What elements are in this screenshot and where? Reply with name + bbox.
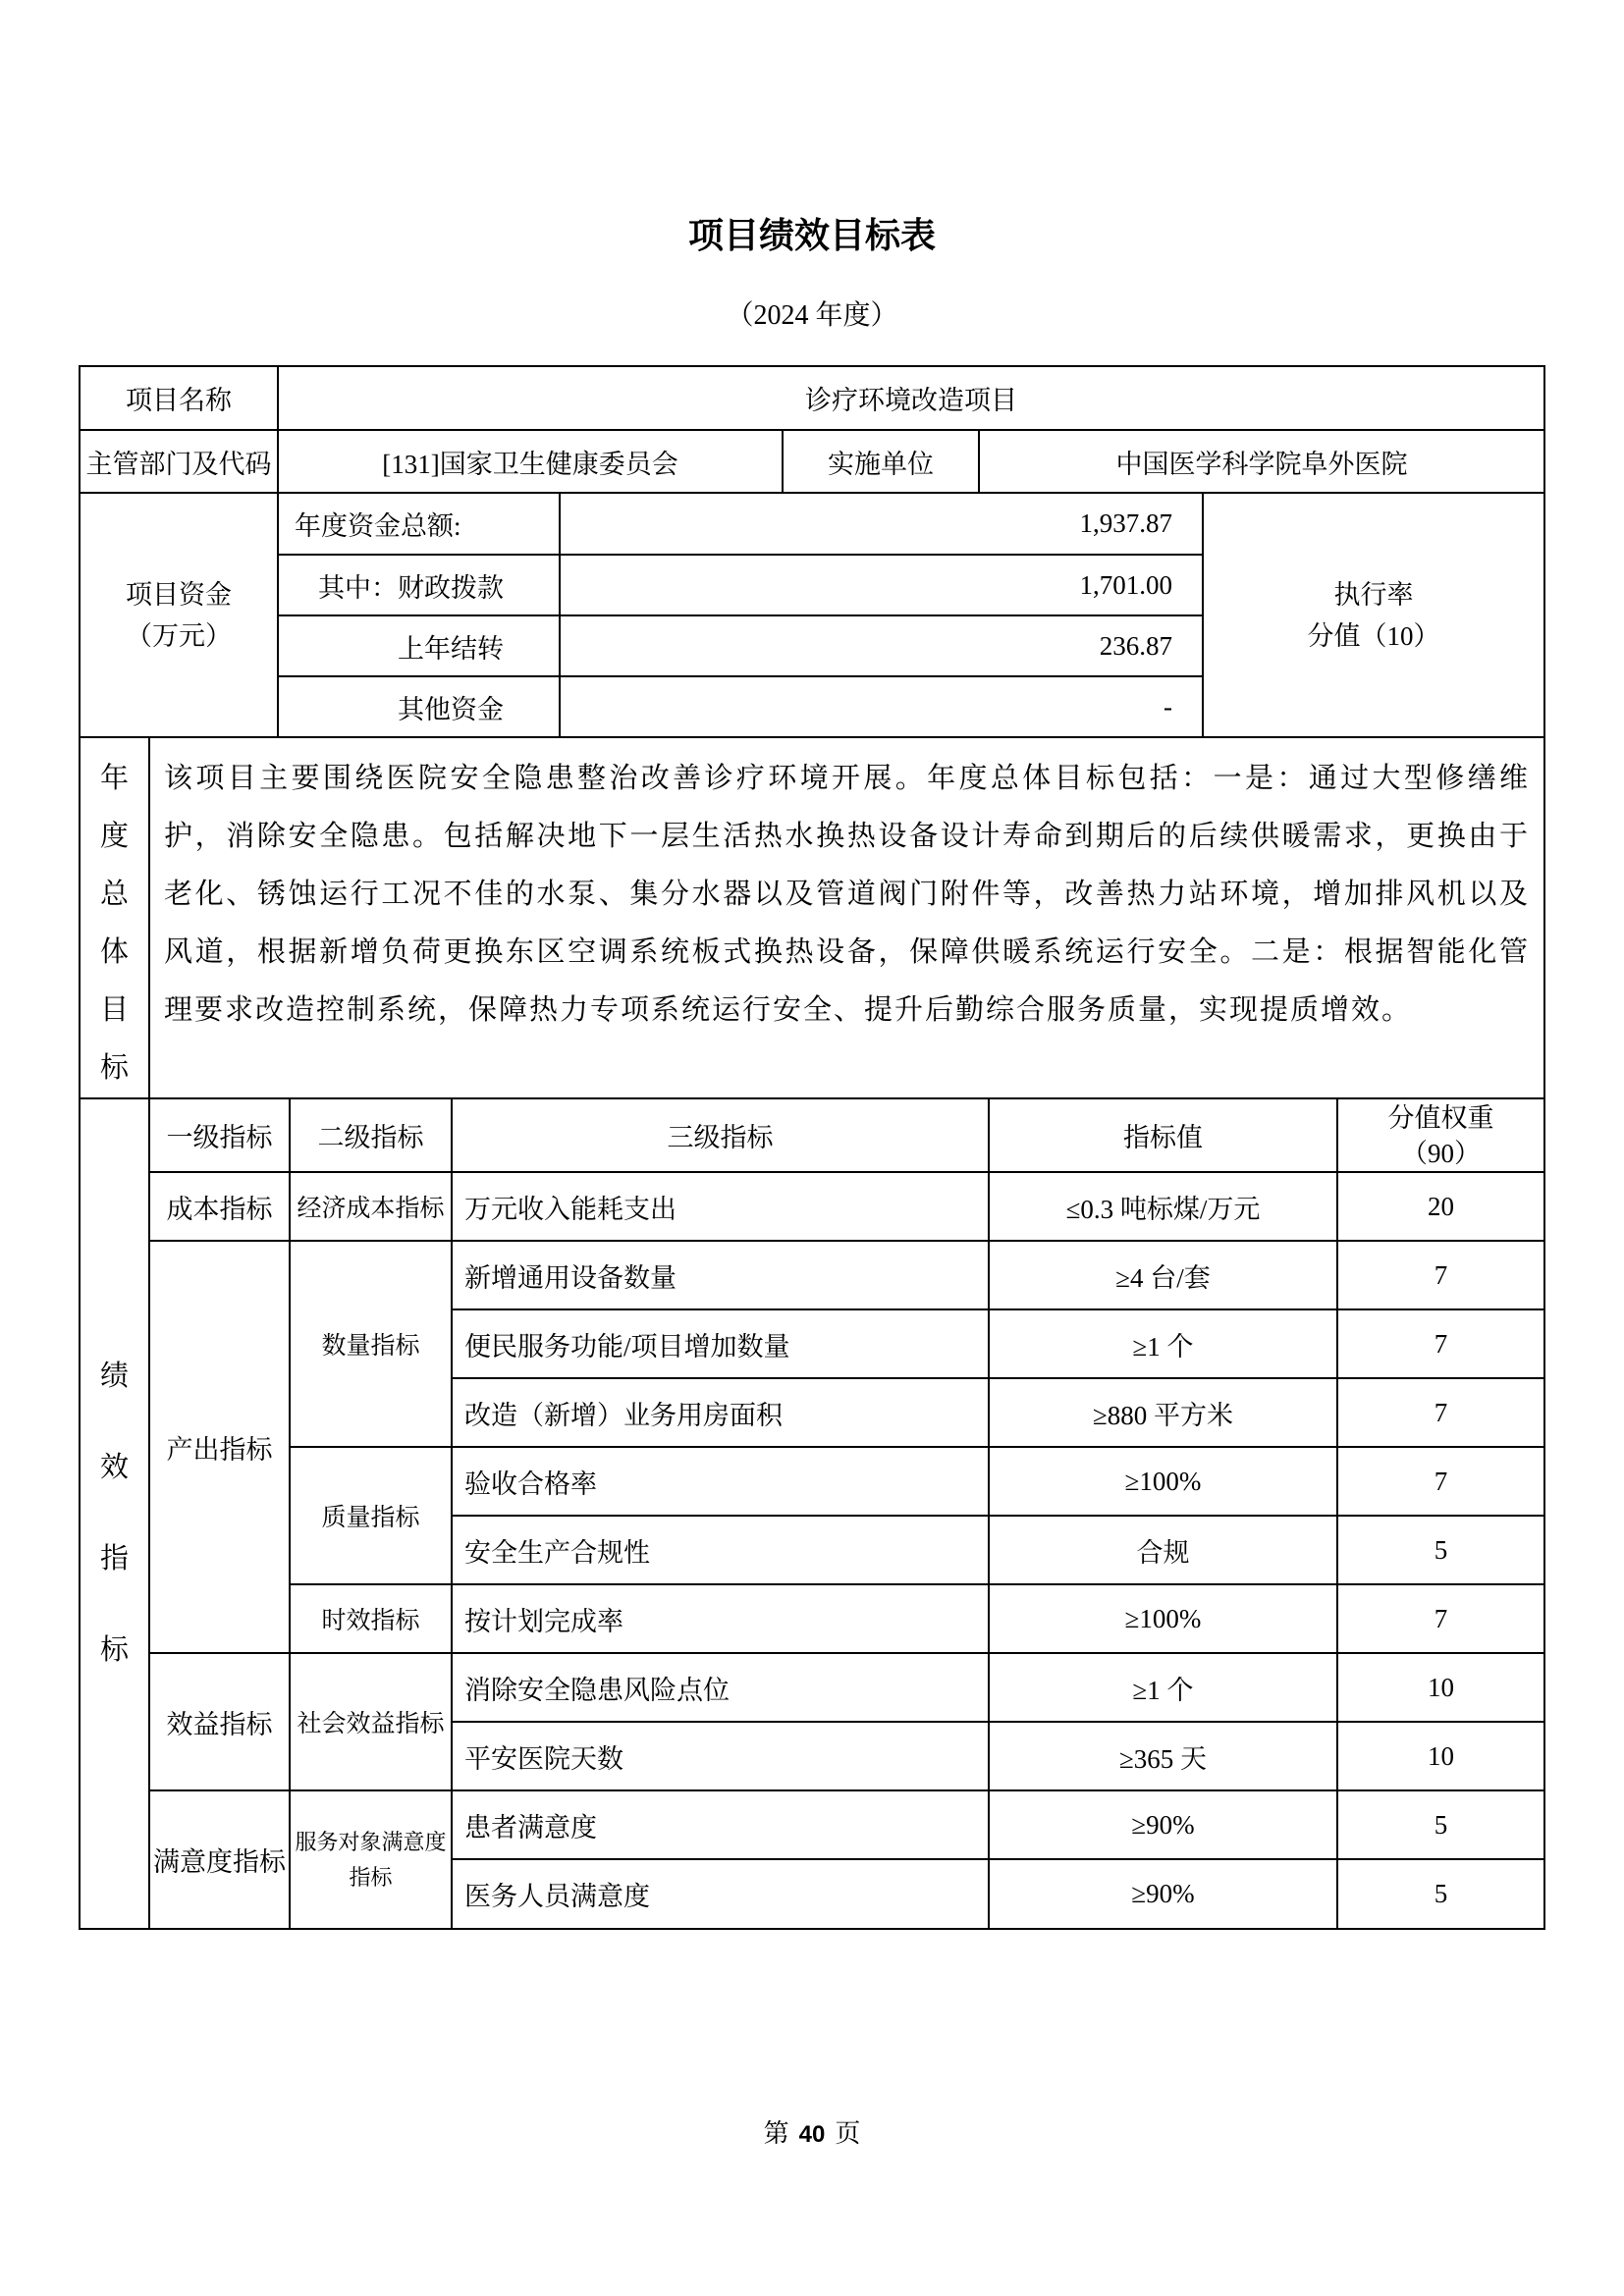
indicator-value: ≥365 天 xyxy=(989,1722,1337,1790)
indicator-value: ≥1 个 xyxy=(989,1309,1337,1378)
indicator-weight: 7 xyxy=(1337,1309,1543,1378)
funding-section xyxy=(81,494,1543,738)
department-value: [131]国家卫生健康委员会 xyxy=(278,430,783,493)
level1-cell: 效益指标 xyxy=(149,1653,290,1790)
level3-cell: 医务人员满意度 xyxy=(452,1859,989,1928)
footer-prefix: 第 xyxy=(763,2119,789,2148)
project-name-value: 诊疗环境改造项目 xyxy=(278,367,1543,430)
indicator-weight: 7 xyxy=(1337,1447,1543,1516)
indicator-weight: 5 xyxy=(1434,1879,1448,1908)
level3-cell: 验收合格率 xyxy=(452,1447,989,1516)
indicator-value: ≥90% xyxy=(989,1790,1337,1859)
footer-suffix: 页 xyxy=(835,2119,861,2148)
indicator-value: ≥100% xyxy=(989,1584,1337,1653)
table-row xyxy=(81,1790,1543,1859)
level3-cell: 改造（新增）业务用房面积 xyxy=(452,1378,989,1447)
level3-cell: 消除安全隐患风险点位 xyxy=(452,1653,989,1722)
basic-info-section xyxy=(81,367,1543,494)
indicator-value: 合规 xyxy=(989,1516,1337,1584)
level2-cell: 质量指标 xyxy=(290,1447,452,1584)
indicator-weight: 7 xyxy=(1337,1378,1543,1447)
funding-label-line1: 项目资金 xyxy=(126,579,232,610)
level3-cell: 按计划完成率 xyxy=(452,1584,989,1653)
level3-cell: 便民服务功能/项目增加数量 xyxy=(452,1309,989,1378)
table-row xyxy=(81,367,1543,430)
execution-label-line1: 执行率 xyxy=(1333,579,1414,610)
indicator-weight: 20 xyxy=(1337,1172,1543,1241)
page-subtitle: （2024 年度） xyxy=(726,300,898,331)
level1-cell: 满意度指标 xyxy=(149,1790,290,1928)
indicator-weight: 10 xyxy=(1337,1653,1543,1722)
indicator-weight: 10 xyxy=(1337,1722,1543,1790)
level3-cell: 万元收入能耗支出 xyxy=(452,1172,989,1241)
implement-unit-label: 实施单位 xyxy=(783,430,979,493)
level1-cell: 成本指标 xyxy=(149,1172,290,1241)
funding-label-line2: （万元） xyxy=(126,620,232,651)
funding-carryover-value: 236.87 xyxy=(560,615,1203,676)
funding-total-value: 1,937.87 xyxy=(560,494,1203,555)
indicator-value: ≥880 平方米 xyxy=(989,1378,1337,1447)
annual-goal-label: 年 度 总 体 目 标 xyxy=(81,738,149,1098)
indicator-value: ≥90% xyxy=(989,1859,1337,1928)
page-footer xyxy=(0,2121,1624,2147)
funding-total-label: 年度资金总额: xyxy=(278,494,560,555)
level2-cell: 服务对象满意度指标 xyxy=(290,1790,452,1928)
table-row xyxy=(81,1653,1543,1722)
level2-cell: 经济成本指标 xyxy=(290,1172,452,1241)
funding-fiscal-value: 1,701.00 xyxy=(560,555,1203,615)
header-level3: 三级指标 xyxy=(452,1099,989,1172)
project-name-label: 项目名称 xyxy=(81,367,278,430)
funding-other-label: 其他资金 xyxy=(278,676,560,737)
indicators-header-row xyxy=(81,1099,1543,1172)
table-row xyxy=(81,1241,1543,1309)
table-row xyxy=(81,1172,1543,1241)
funding-section-label xyxy=(81,494,278,737)
header-weight: 分值权重 （90） xyxy=(1337,1099,1543,1172)
implement-unit-value: 中国医学科学院阜外医院 xyxy=(979,430,1543,493)
footer-page-number: 40 xyxy=(798,2121,826,2148)
table-row xyxy=(81,1584,1543,1653)
table-row xyxy=(81,1447,1543,1516)
department-label: 主管部门及代码 xyxy=(81,430,278,493)
indicator-value: ≥1 个 xyxy=(989,1653,1337,1722)
indicator-value: ≤0.3 吨标煤/万元 xyxy=(989,1172,1337,1241)
header-value: 指标值 xyxy=(989,1099,1337,1172)
indicators-section xyxy=(81,1099,1543,1928)
execution-label-line2: 分值（10） xyxy=(1307,620,1440,651)
annual-goal-text: 该项目主要围绕医院安全隐患整治改善诊疗环境开展。年度总体目标包括：一是：通过大型修缮维护，消除安全隐患。包括解决地下一层生活热水换热设备设计寿命到期后的后续供暖需求，更换由于老化、锈蚀运行工况不佳的水泵、集分水器以及管道阀门附件等，改善热力站环境，增加排风机以及风道，根据新增负荷更换东区空调系统板式换热设备，保障供暖系统运行安全。二是：根据智能化管理要求改造控制系统，保障热力专项系统运行安全、提升后勤综合服务质量，实现提质增效。 xyxy=(149,738,1543,1098)
table-row xyxy=(81,494,1543,555)
page-title: 项目绩效目标表 xyxy=(687,215,936,255)
level1-cell: 产出指标 xyxy=(149,1241,290,1653)
level3-cell: 平安医院天数 xyxy=(452,1722,989,1790)
header-level2: 二级指标 xyxy=(290,1099,452,1172)
table-row xyxy=(81,738,1543,1098)
level2-cell: 时效指标 xyxy=(290,1584,452,1653)
funding-carryover-label: 上年结转 xyxy=(278,615,560,676)
indicator-weight: 5 xyxy=(1337,1790,1543,1859)
indicator-value: ≥100% xyxy=(989,1447,1337,1516)
performance-target-table xyxy=(79,365,1545,1930)
indicators-section-label: 绩 效 指 标 xyxy=(81,1099,149,1928)
funding-fiscal-label: 其中：财政拨款 xyxy=(278,555,560,615)
execution-rate-label xyxy=(1203,494,1543,737)
header-level1: 一级指标 xyxy=(149,1099,290,1172)
indicator-weight: 5 xyxy=(1337,1516,1543,1584)
level3-cell: 新增通用设备数量 xyxy=(452,1241,989,1309)
indicator-value: ≥4 台/套 xyxy=(989,1241,1337,1309)
level2-cell: 社会效益指标 xyxy=(290,1653,452,1790)
level2-cell: 数量指标 xyxy=(290,1241,452,1447)
indicator-weight: 7 xyxy=(1337,1584,1543,1653)
funding-other-value: - xyxy=(560,676,1203,737)
table-row xyxy=(81,430,1543,493)
level3-cell: 安全生产合规性 xyxy=(452,1516,989,1584)
level3-cell: 患者满意度 xyxy=(452,1790,989,1859)
annual-goal-section xyxy=(81,738,1543,1099)
indicator-weight: 7 xyxy=(1337,1241,1543,1309)
